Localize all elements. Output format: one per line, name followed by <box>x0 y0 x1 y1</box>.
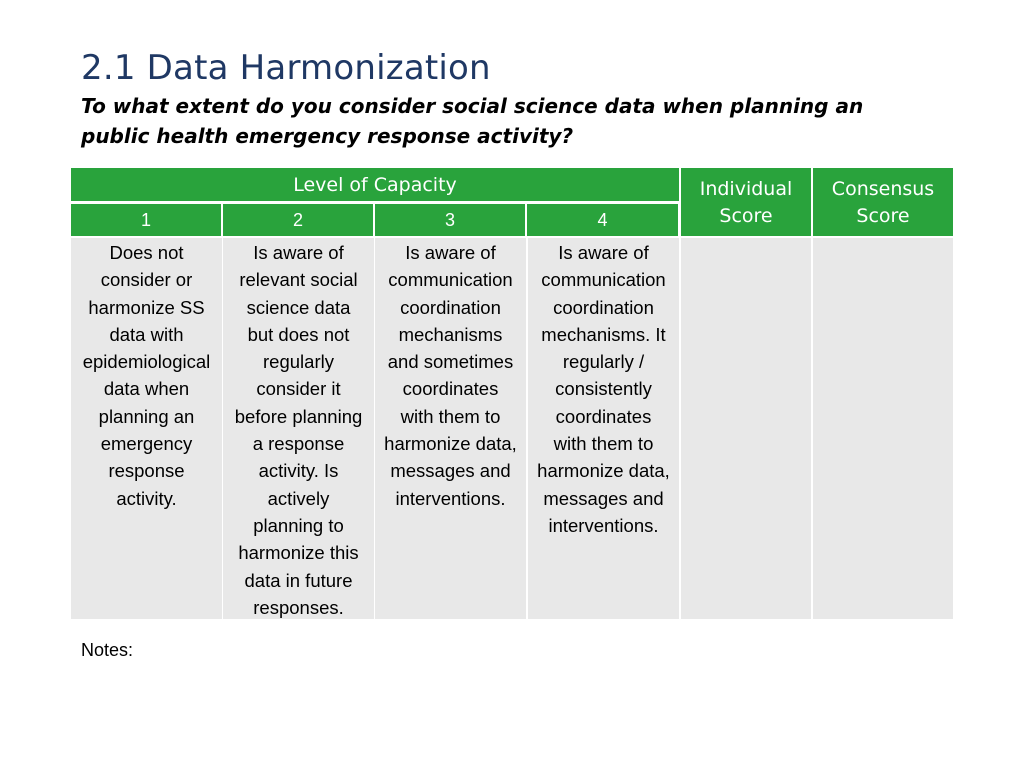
level-of-capacity-header: Level of Capacity <box>71 168 679 201</box>
notes-label: Notes: <box>81 640 134 660</box>
level-4-description: Is aware of communication coordination mechanisms. It regularly / consistently coordinates with them to harmonize data, messages and interventions. <box>528 238 679 619</box>
level-4-header: 4 <box>527 204 678 236</box>
consensus-score-label-line-2: Score <box>856 205 910 227</box>
question-line-2: public health emergency response activity? <box>81 124 574 148</box>
consensus-score-label-line-1: Consensus <box>831 178 935 200</box>
individual-score-cell[interactable] <box>681 238 811 619</box>
level-1-description: Does not consider or harmonize SS data with epidemiological data when planning an emergency response activity. <box>71 238 222 619</box>
level-3-header: 3 <box>375 204 525 236</box>
consensus-score-header <box>813 168 953 236</box>
level-1-header: 1 <box>71 204 221 236</box>
individual-score-label-line-1: Individual <box>699 178 793 200</box>
level-2-header: 2 <box>223 204 373 236</box>
page-title: 2.1 Data Harmonization <box>81 48 491 88</box>
consensus-score-cell[interactable] <box>813 238 953 619</box>
individual-score-label-line-2: Score <box>719 205 773 227</box>
level-3-description: Is aware of communication coordination mechanisms and sometimes coordinates with them to harmonize data, messages and interventions. <box>375 238 526 619</box>
question-text <box>81 91 961 151</box>
level-2-description: Is aware of relevant social science data but does not regularly consider it before planning a response activity. Is actively planning to harmonize this data in future responses. <box>223 238 374 619</box>
question-line-1: To what extent do you consider social science data when planning an <box>81 94 864 118</box>
individual-score-header <box>681 168 811 236</box>
